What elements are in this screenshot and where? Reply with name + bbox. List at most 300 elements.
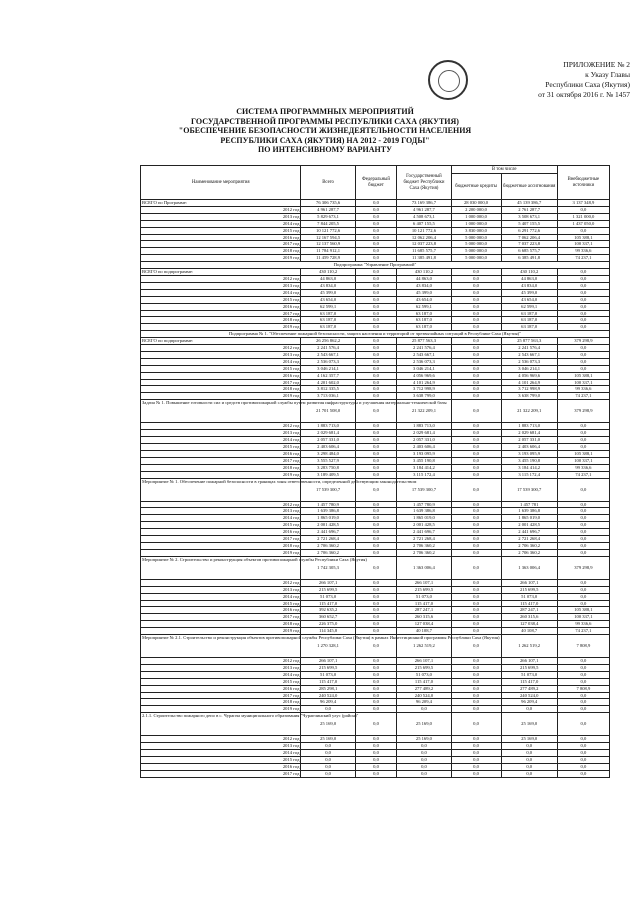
value-cell: 266 107,1 xyxy=(301,579,355,586)
value-cell: 99 336,6 xyxy=(557,248,609,255)
value-cell: 3 555 527,9 xyxy=(301,457,355,464)
value-cell: 0,0 xyxy=(557,542,609,549)
table-row xyxy=(141,444,610,451)
value-cell: 0,0 xyxy=(557,303,609,310)
value-cell: 0,0 xyxy=(451,549,501,556)
value-cell: 0,0 xyxy=(355,593,397,600)
value-cell: 76 306 735,6 xyxy=(301,200,355,207)
year-label: 2014 год xyxy=(141,358,301,365)
table-row xyxy=(141,522,610,529)
value-cell: 0,0 xyxy=(557,763,609,770)
value-cell: 0,0 xyxy=(355,542,397,549)
value-cell: 0,0 xyxy=(355,621,397,628)
value-cell: 2 241 576,4 xyxy=(301,345,355,352)
year-label: 2018 год xyxy=(141,542,301,549)
value-cell: 0,0 xyxy=(451,296,501,303)
value-cell: 0,0 xyxy=(355,345,397,352)
value-cell: 4 056 969,6 xyxy=(501,372,557,379)
year-label: 2019 год xyxy=(141,255,301,262)
value-cell: 0,0 xyxy=(451,444,501,451)
value-cell: 0,0 xyxy=(557,586,609,593)
value-cell: 1 883 713,0 xyxy=(501,423,557,430)
value-cell: 0,0 xyxy=(557,664,609,671)
value-cell: 51 073,0 xyxy=(397,593,451,600)
value-cell: 0,0 xyxy=(301,750,355,757)
value-cell: 2 403 606,4 xyxy=(501,444,557,451)
table-row xyxy=(141,586,610,593)
value-cell: 0,0 xyxy=(397,750,451,757)
value-cell: 1 363 006,4 xyxy=(397,556,451,579)
value-cell: 0,0 xyxy=(355,713,397,736)
value-cell: 277 489,2 xyxy=(397,685,451,692)
value-cell: 0,0 xyxy=(557,600,609,607)
value-cell: 0,0 xyxy=(451,628,501,635)
value-cell: 0,0 xyxy=(451,351,501,358)
value-cell: 0,0 xyxy=(451,437,501,444)
value-cell: 4 162 357,7 xyxy=(301,372,355,379)
value-cell: 5 000 000,0 xyxy=(451,234,501,241)
year-label: 2012 год xyxy=(141,275,301,282)
value-cell: 0,0 xyxy=(501,770,557,777)
value-cell: 2 721 268,4 xyxy=(397,536,451,543)
value-cell: 3 184 414,2 xyxy=(501,464,557,471)
table-row xyxy=(141,386,610,393)
year-label: 2015 год xyxy=(141,678,301,685)
row-label: ВСЕГО по подпрограмме: xyxy=(141,338,301,345)
value-cell: 115 417,0 xyxy=(501,678,557,685)
value-cell: 43 834,0 xyxy=(301,282,355,289)
row-label: Мероприятие № 2.1. Строительство и реконструкция объектов противопожарной службы Республики Саха (Якутия) в рамках Инвестиционной программы Республики Саха (Якутия) xyxy=(141,635,301,658)
table-row xyxy=(141,685,610,692)
year-label: 2013 год xyxy=(141,664,301,671)
value-cell: 0,0 xyxy=(451,393,501,400)
value-cell: 43 834,0 xyxy=(397,282,451,289)
value-cell: 2 057 331,0 xyxy=(397,437,451,444)
value-cell: 379 298,9 xyxy=(557,338,609,345)
value-cell: 0,0 xyxy=(557,423,609,430)
value-cell: 0,0 xyxy=(451,430,501,437)
value-cell: 105 388,1 xyxy=(557,450,609,457)
year-label: 2015 год xyxy=(141,600,301,607)
value-cell: 0,0 xyxy=(355,213,397,220)
value-cell: 0,0 xyxy=(451,664,501,671)
value-cell: 6 291 772,6 xyxy=(501,227,557,234)
value-cell: 0,0 xyxy=(355,296,397,303)
value-cell: 0,0 xyxy=(451,365,501,372)
value-cell: 0,0 xyxy=(355,372,397,379)
row-label: ВСЕГО по Программе: xyxy=(141,200,301,207)
value-cell: 0,0 xyxy=(557,206,609,213)
value-cell: 45 139 386,7 xyxy=(501,200,557,207)
table-row xyxy=(141,365,610,372)
value-cell: 2 029 681,4 xyxy=(397,430,451,437)
value-cell: 0,0 xyxy=(451,464,501,471)
value-cell: 96 209,4 xyxy=(301,699,355,706)
year-label: 2018 год xyxy=(141,317,301,324)
table-row xyxy=(141,556,610,579)
table-row xyxy=(141,501,610,508)
table-row xyxy=(141,379,610,386)
value-cell: 0,0 xyxy=(451,579,501,586)
value-cell: 5 000 000,0 xyxy=(451,255,501,262)
value-cell: 2 241 576,4 xyxy=(501,345,557,352)
value-cell: 0,0 xyxy=(355,508,397,515)
value-cell: 260 315,6 xyxy=(397,614,451,621)
value-cell: 2 706 360,2 xyxy=(301,549,355,556)
value-cell: 0,0 xyxy=(451,621,501,628)
value-cell: 1 457 781 xyxy=(501,501,557,508)
value-cell: 0,0 xyxy=(355,529,397,536)
value-cell: 0,0 xyxy=(355,614,397,621)
value-cell: 4 961 287,7 xyxy=(301,206,355,213)
value-cell: 0,0 xyxy=(451,338,501,345)
value-cell: 0,0 xyxy=(355,457,397,464)
table-row xyxy=(141,269,610,276)
year-label: 2016 год xyxy=(141,372,301,379)
value-cell: 17 539 300,7 xyxy=(301,478,355,501)
table-row xyxy=(141,358,610,365)
table-row xyxy=(141,743,610,750)
value-cell: 0,0 xyxy=(557,750,609,757)
value-cell: 0,0 xyxy=(501,750,557,757)
value-cell: 4 101 264,9 xyxy=(501,379,557,386)
year-label: 2012 год xyxy=(141,423,301,430)
value-cell: 3 712 998,9 xyxy=(397,386,451,393)
value-cell: 0,0 xyxy=(557,671,609,678)
value-cell: 105 388,1 xyxy=(557,234,609,241)
value-cell: 1 262 519,2 xyxy=(501,635,557,658)
value-cell: 0,0 xyxy=(501,743,557,750)
value-cell: 127 038,4 xyxy=(501,621,557,628)
value-cell: 0,0 xyxy=(397,743,451,750)
value-cell: 1 865 019,0 xyxy=(397,515,451,522)
value-cell: 96 209,4 xyxy=(501,699,557,706)
value-cell: 0,0 xyxy=(451,324,501,331)
value-cell: 96 209,4 xyxy=(397,699,451,706)
value-cell: 0,0 xyxy=(451,600,501,607)
value-cell: 2 403 606,4 xyxy=(301,444,355,451)
value-cell: 0,0 xyxy=(451,536,501,543)
value-cell: 0,0 xyxy=(451,450,501,457)
value-cell: 0,0 xyxy=(451,303,501,310)
value-cell: 2 001 428,5 xyxy=(397,522,451,529)
value-cell: 0,0 xyxy=(451,386,501,393)
value-cell: 0,0 xyxy=(355,658,397,665)
value-cell: 51 073,0 xyxy=(301,671,355,678)
value-cell: 12 137 560,9 xyxy=(301,241,355,248)
value-cell: 63 187,0 xyxy=(501,317,557,324)
value-cell: 3 830 000,0 xyxy=(451,227,501,234)
value-cell: 0,0 xyxy=(355,338,397,345)
value-cell: 0,0 xyxy=(451,763,501,770)
value-cell: 0,0 xyxy=(355,227,397,234)
value-cell: 0,0 xyxy=(355,206,397,213)
value-cell: 4 101 264,9 xyxy=(397,379,451,386)
value-cell: 226 375,0 xyxy=(301,621,355,628)
value-cell: 3 283 750,8 xyxy=(301,464,355,471)
year-label: 2015 год xyxy=(141,296,301,303)
table-row xyxy=(141,338,610,345)
value-cell: 0,0 xyxy=(451,282,501,289)
value-cell: 3 115 172,4 xyxy=(397,471,451,478)
value-cell: 1 883 713,0 xyxy=(301,423,355,430)
value-cell: 2 029 681,4 xyxy=(501,430,557,437)
value-cell: 215 699,5 xyxy=(301,586,355,593)
value-cell: 0,0 xyxy=(397,763,451,770)
measures-table xyxy=(140,165,610,778)
value-cell: 0,0 xyxy=(557,317,609,324)
year-label: 2018 год xyxy=(141,699,301,706)
value-cell: 3 184 414,2 xyxy=(397,464,451,471)
value-cell: 0,0 xyxy=(355,234,397,241)
value-cell: 0,0 xyxy=(355,763,397,770)
value-cell: 3 193 095,9 xyxy=(397,450,451,457)
value-cell: 43 834,0 xyxy=(501,282,557,289)
value-cell: 2 241 576,4 xyxy=(397,345,451,352)
table-row xyxy=(141,393,610,400)
value-cell: 0,0 xyxy=(557,699,609,706)
value-cell: 1 000 000,0 xyxy=(451,213,501,220)
table-row xyxy=(141,275,610,282)
table-row xyxy=(141,699,610,706)
year-label: 2013 год xyxy=(141,213,301,220)
value-cell: 62 599,1 xyxy=(501,303,557,310)
value-cell: 0,0 xyxy=(355,770,397,777)
value-cell: 12 062 206,4 xyxy=(397,234,451,241)
table-row xyxy=(141,220,610,227)
value-cell: 0,0 xyxy=(301,706,355,713)
value-cell: 0,0 xyxy=(557,713,609,736)
row-label: Мероприятие № 2. Строительство и реконструкция объектов противопожарной службы Республики Саха (Якутия) xyxy=(141,556,301,579)
year-label: 2017 год xyxy=(141,536,301,543)
value-cell: 0,0 xyxy=(355,471,397,478)
value-cell: 115 417,0 xyxy=(301,678,355,685)
value-cell: 51 073,0 xyxy=(301,593,355,600)
value-cell: 45 399,0 xyxy=(397,289,451,296)
table-row xyxy=(141,671,610,678)
table-row xyxy=(141,750,610,757)
value-cell: 0,0 xyxy=(451,770,501,777)
value-cell: 0,0 xyxy=(355,317,397,324)
value-cell: 3 046 214,1 xyxy=(397,365,451,372)
subprogram-header: Подпрограмма "Управление Программой" xyxy=(141,262,610,269)
value-cell: 3 115 172,4 xyxy=(501,471,557,478)
value-cell: 0,0 xyxy=(451,345,501,352)
table-row xyxy=(141,635,610,658)
year-label: 2016 год xyxy=(141,529,301,536)
value-cell: 0,0 xyxy=(355,501,397,508)
value-cell: 1 639 386,8 xyxy=(397,508,451,515)
value-cell: 0,0 xyxy=(355,310,397,317)
row-label: 2.1.1. Строительство пожарного депо в с. Чурапча муниципального образования "Чурапчинский улус (район)" xyxy=(141,713,301,736)
value-cell: 0,0 xyxy=(451,522,501,529)
value-cell: 100 337,1 xyxy=(557,379,609,386)
value-cell: 0,0 xyxy=(355,678,397,685)
table-row xyxy=(141,282,610,289)
value-cell: 0,0 xyxy=(355,437,397,444)
title-line-5: ПО ИНТЕНСИВНОМУ ВАРИАНТУ xyxy=(258,145,392,154)
value-cell: 0,0 xyxy=(557,296,609,303)
value-cell: 4 508 673,1 xyxy=(397,213,451,220)
year-label: 2012 год xyxy=(141,501,301,508)
value-cell: 114 345,8 xyxy=(301,628,355,635)
value-cell: 260 315,6 xyxy=(501,614,557,621)
value-cell: 1 363 006,4 xyxy=(501,556,557,579)
table-row xyxy=(141,664,610,671)
value-cell: 115 417,0 xyxy=(501,600,557,607)
value-cell: 0,0 xyxy=(355,423,397,430)
value-cell: 1 639 386,8 xyxy=(301,508,355,515)
document-title xyxy=(90,107,560,155)
title-line-3: "ОБЕСПЕЧЕНИЕ БЕЗОПАСНОСТИ ЖИЗНЕДЕЯТЕЛЬНОСТИ НАСЕЛЕНИЯ xyxy=(178,126,472,135)
value-cell: 0,0 xyxy=(557,536,609,543)
value-cell: 2 057 331,0 xyxy=(501,437,557,444)
value-cell: 1 321 000,0 xyxy=(557,213,609,220)
row-label: Мероприятие № 1. Обеспечение пожарной безопасности в границах зоны ответственности, определенной действующим законодательством xyxy=(141,478,301,501)
year-label: 2016 год xyxy=(141,763,301,770)
table-row xyxy=(141,255,610,262)
year-label: 2015 год xyxy=(141,522,301,529)
year-label: 2019 год xyxy=(141,471,301,478)
value-cell: 0,0 xyxy=(451,310,501,317)
value-cell: 0,0 xyxy=(557,579,609,586)
value-cell: 25 169,0 xyxy=(397,713,451,736)
value-cell: 4 961 287,7 xyxy=(397,206,451,213)
year-label: 2012 год xyxy=(141,658,301,665)
table-row xyxy=(141,770,610,777)
value-cell: 2 441 696,7 xyxy=(501,529,557,536)
value-cell: 0,0 xyxy=(557,508,609,515)
value-cell: 0,0 xyxy=(451,692,501,699)
header-federal: Федеральный бюджет xyxy=(355,166,397,200)
value-cell: 0,0 xyxy=(355,478,397,501)
value-cell: 99 336,6 xyxy=(557,386,609,393)
value-cell: 0,0 xyxy=(451,706,501,713)
value-cell: 0,0 xyxy=(355,736,397,743)
value-cell: 25 877 563,3 xyxy=(501,338,557,345)
value-cell: 5 829 673,1 xyxy=(301,213,355,220)
value-cell: 1 457 780,9 xyxy=(301,501,355,508)
value-cell: 0,0 xyxy=(557,269,609,276)
value-cell: 0,0 xyxy=(355,664,397,671)
value-cell: 0,0 xyxy=(557,593,609,600)
value-cell: 3 298 484,0 xyxy=(301,450,355,457)
year-label: 2017 год xyxy=(141,692,301,699)
value-cell: 3 638 799,0 xyxy=(397,393,451,400)
value-cell: 2 536 073,3 xyxy=(397,358,451,365)
value-cell: 1 883 713,0 xyxy=(397,423,451,430)
value-cell: 74 237,1 xyxy=(557,628,609,635)
value-cell: 0,0 xyxy=(557,430,609,437)
header-allocations: бюджетные ассигнования xyxy=(501,174,557,200)
value-cell: 0,0 xyxy=(557,678,609,685)
value-cell: 63 187,0 xyxy=(301,324,355,331)
value-cell: 0,0 xyxy=(557,282,609,289)
value-cell: 26 256 862,2 xyxy=(301,338,355,345)
value-cell: 0,0 xyxy=(557,324,609,331)
value-cell: 2 543 667,1 xyxy=(301,351,355,358)
value-cell: 0,0 xyxy=(397,770,451,777)
value-cell: 7 844 205,5 xyxy=(301,220,355,227)
value-cell: 0,0 xyxy=(355,324,397,331)
table-row xyxy=(141,628,610,635)
value-cell: 6 385 491,8 xyxy=(501,255,557,262)
header-including: В том числе xyxy=(451,166,557,174)
value-cell: 0,0 xyxy=(451,379,501,386)
value-cell: 25 877 563,3 xyxy=(397,338,451,345)
value-cell: 0,0 xyxy=(557,757,609,764)
value-cell: 63 187,0 xyxy=(301,310,355,317)
value-cell: 2 441 696,7 xyxy=(397,529,451,536)
value-cell: 3 508 673,1 xyxy=(501,213,557,220)
value-cell: 73 169 386,7 xyxy=(397,200,451,207)
subprogram-header: Подпрограмма № 1. "Обеспечение пожарной безопасности, защита населения и территорий от чрезвычайных ситуаций в Республике Саха (Якутия)" xyxy=(141,331,610,338)
title-line-2: ГОСУДАРСТВЕННОЙ ПРОГРАММЫ РЕСПУБЛИКИ САХА (ЯКУТИЯ) xyxy=(191,116,459,126)
value-cell: 0,0 xyxy=(451,743,501,750)
annex-block xyxy=(470,60,630,100)
year-label: 2016 год xyxy=(141,450,301,457)
value-cell: 115 417,0 xyxy=(301,600,355,607)
value-cell: 115 417,0 xyxy=(397,600,451,607)
value-cell: 266 107,1 xyxy=(501,658,557,665)
value-cell: 0,0 xyxy=(355,600,397,607)
value-cell: 10 121 772,6 xyxy=(301,227,355,234)
value-cell: 0,0 xyxy=(557,743,609,750)
annex-line-4: от 31 октября 2016 г. № 1457 xyxy=(538,90,630,99)
year-label: 2013 год xyxy=(141,351,301,358)
value-cell: 63 187,0 xyxy=(301,317,355,324)
value-cell: 277 489,2 xyxy=(501,685,557,692)
table-row xyxy=(141,430,610,437)
value-cell: 74 237,1 xyxy=(557,393,609,400)
value-cell: 17 539 300,7 xyxy=(397,478,451,501)
table-row xyxy=(141,713,610,736)
value-cell: 63 187,0 xyxy=(397,310,451,317)
value-cell: 11 385 491,8 xyxy=(397,255,451,262)
value-cell: 45 399,0 xyxy=(301,289,355,296)
value-cell: 40 108,7 xyxy=(501,628,557,635)
value-cell: 1 437 050,0 xyxy=(557,220,609,227)
value-cell: 12 037 223,8 xyxy=(397,241,451,248)
value-cell: 0,0 xyxy=(451,529,501,536)
table-row xyxy=(141,289,610,296)
year-label: 2014 год xyxy=(141,593,301,600)
value-cell: 2 721 268,4 xyxy=(301,536,355,543)
value-cell: 45 399,0 xyxy=(501,289,557,296)
value-cell: 3 712 998,9 xyxy=(501,386,557,393)
value-cell: 430 110,2 xyxy=(301,269,355,276)
value-cell: 240 524,0 xyxy=(501,692,557,699)
table-row xyxy=(141,317,610,324)
value-cell: 0,0 xyxy=(355,269,397,276)
table-row xyxy=(141,678,610,685)
year-label: 2012 год xyxy=(141,736,301,743)
value-cell: 43 654,0 xyxy=(397,296,451,303)
year-label: 2013 год xyxy=(141,508,301,515)
value-cell: 0,0 xyxy=(355,522,397,529)
value-cell: 0,0 xyxy=(397,757,451,764)
year-label: 2012 год xyxy=(141,206,301,213)
value-cell: 2 706 360,2 xyxy=(501,549,557,556)
value-cell: 0,0 xyxy=(355,556,397,579)
value-cell: 2 200 000,0 xyxy=(451,206,501,213)
table-row xyxy=(141,621,610,628)
value-cell: 0,0 xyxy=(355,248,397,255)
value-cell: 0,0 xyxy=(355,241,397,248)
table-row xyxy=(141,437,610,444)
table-row xyxy=(141,600,610,607)
value-cell: 0,0 xyxy=(355,743,397,750)
